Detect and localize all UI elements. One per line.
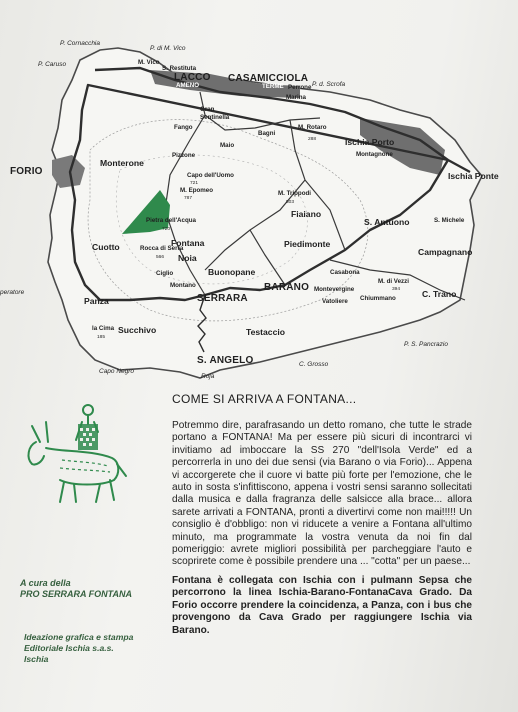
design-credit: Ideazione grafica e stampa Editoriale Ischia s.a.s. Ischia — [24, 632, 134, 664]
curator-credit: A cura della PRO SERRARA FONTANA — [20, 578, 132, 599]
map-label: Ischia Ponte — [448, 171, 499, 181]
map-label: C. Grosso — [299, 361, 329, 368]
map-label: SERRARA — [197, 293, 248, 304]
article-title: COME SI ARRIVA A FONTANA... — [172, 392, 357, 406]
map-label: 721 — [190, 181, 199, 186]
map-label: AMENO — [176, 82, 200, 89]
map-label: Cuotto — [92, 242, 120, 252]
map-label: Montevergine — [314, 286, 355, 293]
map-label: M. Trippodi — [278, 190, 311, 197]
article — [172, 392, 472, 637]
map-label: Testaccio — [246, 327, 286, 337]
map-label: P. Caruso — [38, 61, 67, 68]
map-label: Ischia Porto — [345, 137, 395, 147]
map-label: Roja — [201, 373, 215, 380]
map-label: BARANO — [264, 282, 310, 293]
map-label: P. di M. Vico — [150, 45, 186, 52]
map-label: 288 — [308, 137, 317, 142]
map-label: Vatoliere — [322, 298, 348, 305]
map-label: 566 — [156, 255, 165, 260]
map-label: la Cima — [92, 325, 115, 332]
map-label: S. Restituta — [162, 65, 197, 72]
map-label: Fango — [174, 124, 193, 131]
map-label: Pietra dell'Acqua — [146, 217, 196, 224]
map-label: Casabona — [330, 269, 360, 276]
map-label: peratore — [0, 289, 25, 296]
map-label: 394 — [392, 287, 401, 292]
map-label: Fontana — [171, 238, 205, 248]
map-label: Panza — [84, 296, 109, 306]
map-label: Noia — [178, 253, 197, 263]
map-label: P. Cornacchia — [60, 40, 100, 47]
map-label: Fiaiano — [291, 209, 322, 219]
map-label: Buonopane — [208, 267, 256, 277]
article-paragraph: Potremmo dire, parafrasando un detto romano, che tutte le strade portano a FONTANA! Ma per essere più sicuri di incontrarci vi invitiamo ad imboccare la SS 270 "dell'Isola Verde" ed a percorrerla in uno dei due sensi (via Barano o via Forio)... Appena vi accorgerete che il cuore vi batte più forte per l'emozione, che le auto in sosta s'infittiscono, appena i vostri sensi saranno sollecitati dalla musica e dalla fragranza delle salsicce alla brace... allora sarete arrivati a FONTANA, pronti a divertirvi come non mai!!!!! Un consiglio è d'obbligo: non vi riducete a venire a Fontana all'ultimo minuto, ma programmate la vostra venuta da noi fin dal pomeriggio: avrete migliori possibilità per parcheggiare l'auto e scoprirete come è possibile prendere una ... "cotta" per un paese... — [172, 420, 472, 568]
map-label: S. Michele — [434, 217, 465, 224]
map-label: 720 — [162, 227, 171, 232]
map-label: S. Antuono — [364, 217, 410, 227]
map-label: Marina — [286, 94, 306, 101]
map-label: Gran Sentinella — [200, 106, 230, 121]
map-label: Capo dell'Uomo — [187, 172, 234, 179]
map-label: CASAMICCIOLA — [228, 73, 309, 84]
article-paragraph-transport: Fontana è collegata con Ischia con i pulmann Sepsa che percorrono la linea Ischia-Barano-FontanaCava Grado. Da Forio occorre prendere la coincidenza, a Panza, con i bus che provengono da Cava Grado per raggiungere Ischia via Barano. — [172, 574, 472, 636]
map-label: TERME — [262, 83, 284, 90]
map-label: 185 — [97, 335, 106, 340]
map-label: S. ANGELO — [197, 355, 254, 366]
map-label: Campagnano — [418, 247, 473, 257]
map-label: M. Rotaro — [298, 124, 327, 131]
map-label: M. Vico — [138, 59, 160, 66]
map-label: Piedimonte — [284, 239, 331, 249]
map-label: 787 — [184, 196, 193, 201]
map-label: Chiummano — [360, 295, 396, 302]
map-label: Rocca di Serra — [140, 245, 184, 252]
donkey-rider-illustration — [22, 402, 132, 514]
map-label: Pizzone — [172, 152, 196, 159]
map-label: FORIO — [10, 166, 43, 177]
map-label: Maio — [220, 142, 235, 149]
map-label: P. S. Pancrazio — [404, 341, 448, 348]
map-label: Monterone — [100, 158, 144, 168]
map-label: Perrone — [288, 84, 312, 91]
map-label: Montagnone — [356, 151, 393, 158]
map-label: Montano — [170, 282, 196, 289]
map-label: 503 — [286, 200, 295, 205]
map-label: LACCO — [174, 72, 211, 83]
map-label: C. Trano — [422, 289, 457, 299]
map-label: Ciglio — [156, 270, 174, 277]
map-label: Succhivo — [118, 325, 157, 335]
map-label: M. di Vezzi — [378, 278, 409, 285]
map-label: P. d. Scrofa — [312, 81, 346, 88]
map-label: Bagni — [258, 130, 276, 137]
map-label: M. Epomeo — [180, 187, 214, 194]
map-label: Capo Negro — [99, 368, 135, 375]
